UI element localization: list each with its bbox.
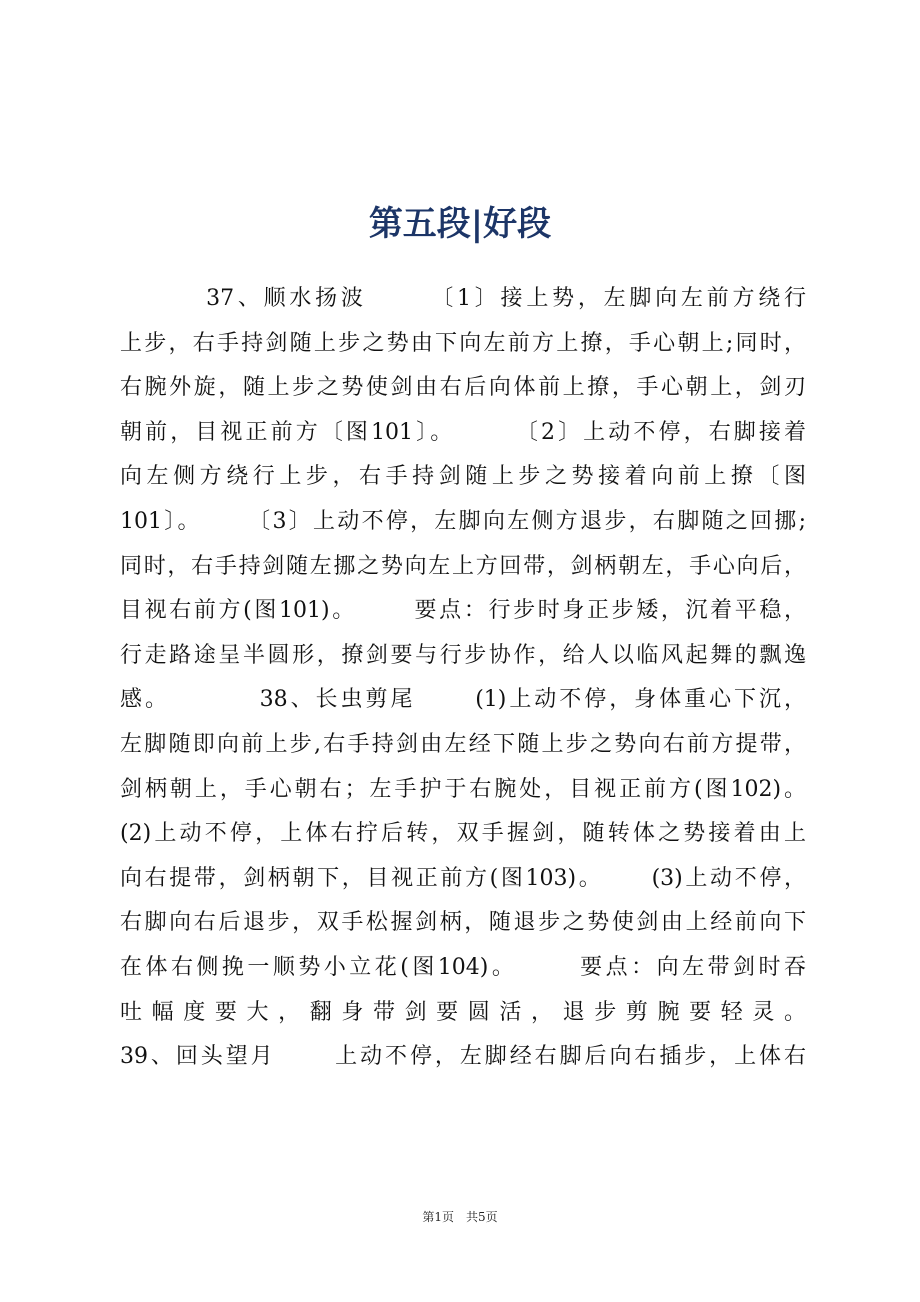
text-line: 上步，右手持剑随上步之势由下向左前方上撩，手心朝上;同时， [120,330,806,356]
text-line: 目视右前方(图101)。 要点：行步时身正步矮，沉着平稳， [120,598,806,624]
text-line: 吐幅度要大，翻身带剑要圆活，退步剪腕要轻灵。 [120,999,806,1025]
text-line: 同时，右手持剑随左挪之势向左上方回带，剑柄朝左，手心向后， [120,553,806,579]
text-line: 101〕。 〔3〕上动不停，左脚向左侧方退步，右脚随之回挪; [120,508,806,534]
text-line: 剑柄朝上，手心朝右；左手护于右腕处，目视正前方(图102)。 [120,776,806,802]
text-line: 左脚随即向前上步,右手持剑由左经下随上步之势向右前方提带， [120,731,806,757]
text-line: 在体右侧挽一顺势小立花(图104)。 要点：向左带剑时吞 [120,954,806,980]
text-line: 行走路途呈半圆形，撩剑要与行步协作，给人以临风起舞的飘逸 [120,642,806,668]
text-line: 感。 38、长虫剪尾 (1)上动不停，身体重心下沉， [120,687,806,713]
page-number-footer: 第1页 共5页 [422,1210,498,1224]
text-line: 37、顺水扬波 〔1〕接上势，左脚向左前方绕行 [120,286,806,311]
text-line: 朝前，目视正前方〔图101〕。 〔2〕上动不停，右脚接着 [120,419,806,445]
document-body [120,282,806,1085]
text-line: 右腕外旋，随上步之势使剑由右后向体前上撩，手心朝上，剑刃 [120,375,806,401]
text-line: (2)上动不停，上体右拧后转，双手握剑，随转体之势接着由上 [120,821,806,847]
text-line: 向左侧方绕行上步，右手持剑随上步之势接着向前上撩〔图 [120,464,806,490]
page-title: 第五段|好段 [368,204,552,244]
text-line: 向右提带，剑柄朝下，目视正前方(图103)。 (3)上动不停， [120,865,806,891]
text-line: 右脚向右后退步，双手松握剑柄，随退步之势使剑由上经前向下 [120,910,806,936]
text-line: 39、回头望月 上动不停，左脚经右脚后向右插步，上体右 [120,1044,806,1070]
